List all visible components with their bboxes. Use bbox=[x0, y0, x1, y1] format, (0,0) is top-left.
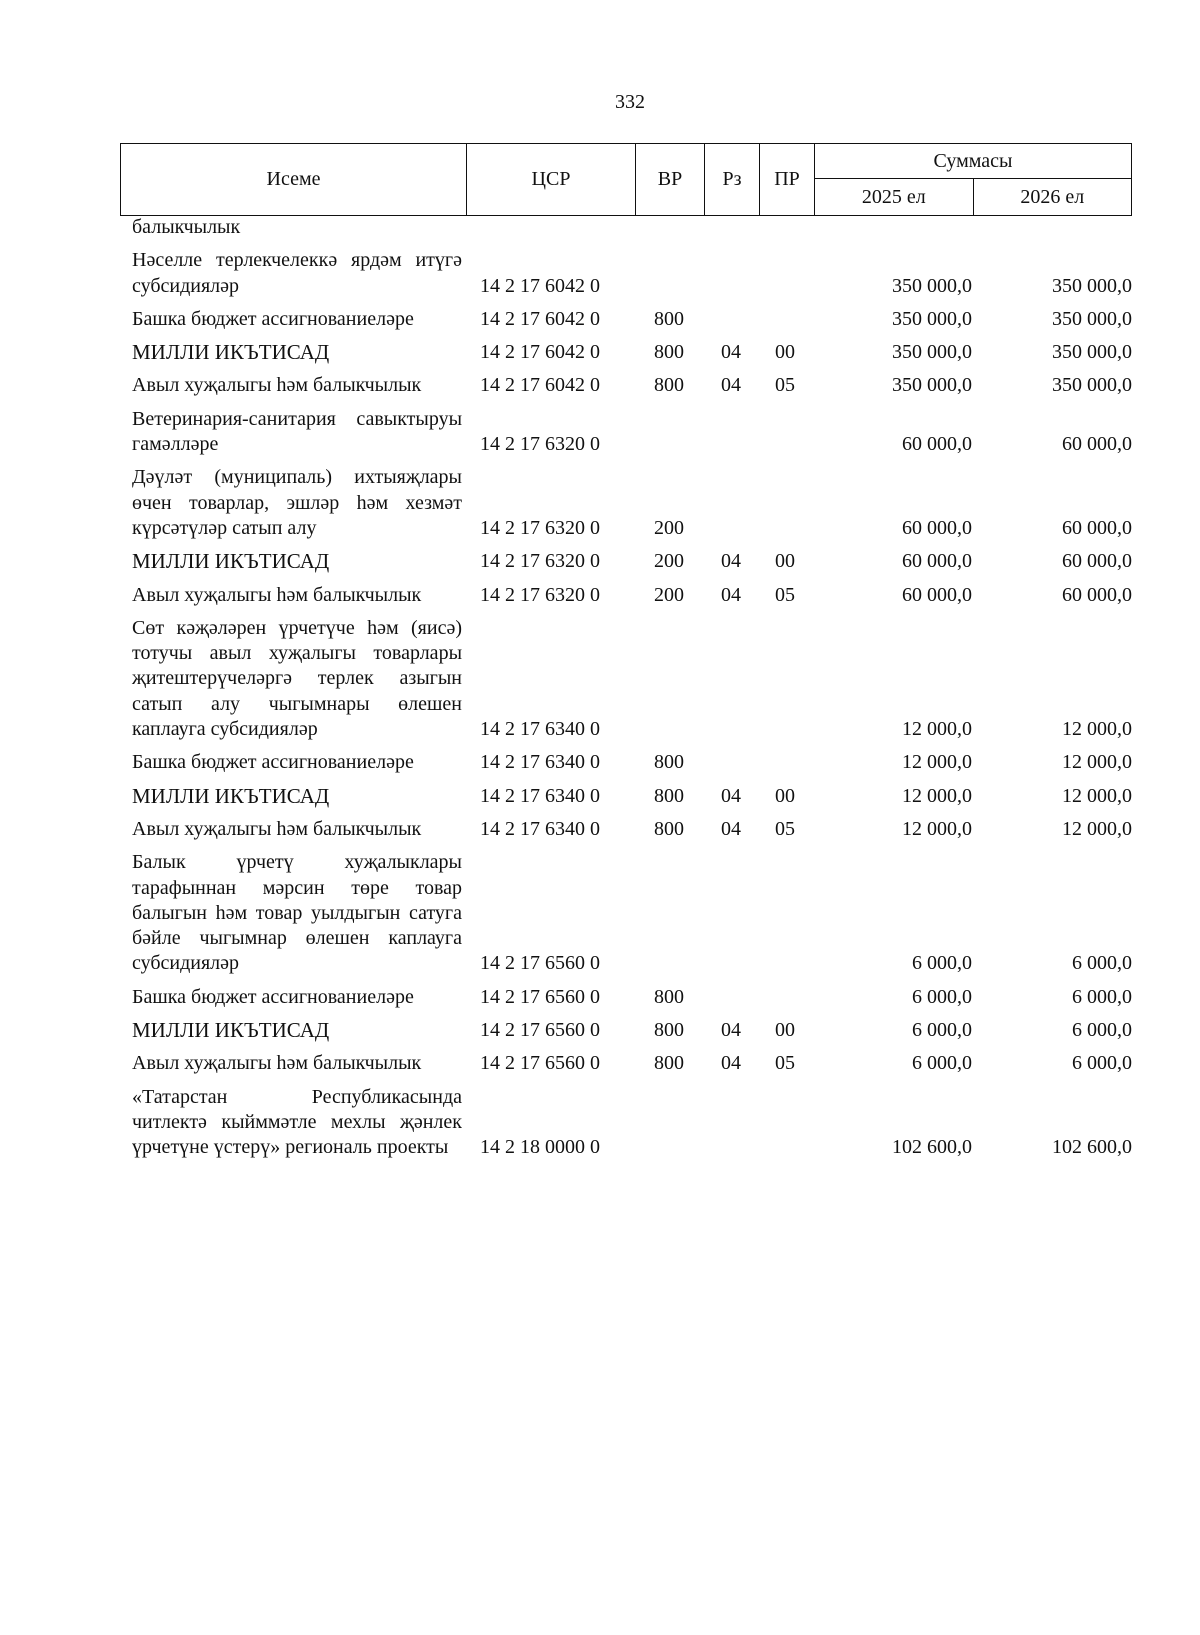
row-rz: 04 bbox=[721, 1019, 741, 1042]
row-name: балыкчылык bbox=[132, 216, 241, 238]
row-rz: 04 bbox=[721, 583, 741, 606]
row-sum-2026: 60 000,0 bbox=[1062, 516, 1132, 539]
row-sum-2025: 60 000,0 bbox=[902, 550, 972, 573]
table-row bbox=[120, 399, 1132, 458]
row-csr: 14 2 17 6560 0 bbox=[480, 985, 600, 1008]
row-name: МИЛЛИ ИКЪТИСАД bbox=[132, 549, 330, 574]
row-sum-2025: 60 000,0 bbox=[902, 583, 972, 606]
row-csr: 14 2 17 6560 0 bbox=[480, 1019, 600, 1042]
row-pr: 00 bbox=[775, 550, 795, 573]
row-sum-2025: 350 000,0 bbox=[892, 274, 972, 297]
header-vr: ВР bbox=[636, 144, 705, 216]
table-row bbox=[120, 365, 1132, 398]
row-sum-2026: 350 000,0 bbox=[1052, 341, 1132, 364]
row-name: Дәүләт (муниципаль) ихтыяҗлары өчен товарлар, эшләр һәм хезмәт күрсәтүләр сатып алу bbox=[132, 466, 462, 539]
row-sum-2025: 12 000,0 bbox=[902, 718, 972, 741]
row-name: Авыл хуҗалыгы һәм балыкчылык bbox=[132, 583, 422, 606]
table-row bbox=[120, 977, 1132, 1010]
table-row bbox=[120, 776, 1132, 809]
row-name: МИЛЛИ ИКЪТИСАД bbox=[132, 340, 330, 365]
row-name: МИЛЛИ ИКЪТИСАД bbox=[132, 1018, 330, 1043]
table-row bbox=[120, 608, 1132, 742]
row-name: Башка бюджет ассигнованиеләре bbox=[132, 985, 414, 1008]
header-year-2026: 2026 ел bbox=[973, 179, 1132, 216]
page-number: 332 bbox=[615, 91, 645, 113]
row-sum-2025: 12 000,0 bbox=[902, 784, 972, 807]
table-row bbox=[120, 457, 1132, 541]
row-name: МИЛЛИ ИКЪТИСАД bbox=[132, 783, 330, 808]
row-csr: 14 2 17 6042 0 bbox=[480, 341, 600, 364]
row-name: «Татарстан Республикасында читлектә кыйммәтле мехлы җәнлек үрчетүне үстерү» региональ проекты bbox=[132, 1085, 462, 1159]
row-sum-2025: 60 000,0 bbox=[902, 433, 972, 456]
row-csr: 14 2 17 6042 0 bbox=[480, 307, 600, 330]
row-sum-2026: 60 000,0 bbox=[1062, 550, 1132, 573]
row-sum-2025: 350 000,0 bbox=[892, 307, 972, 330]
row-name: Авыл хуҗалыгы һәм балыкчылык bbox=[132, 817, 422, 840]
header-csr: ЦСР bbox=[467, 144, 636, 216]
row-rz: 04 bbox=[721, 784, 741, 807]
row-sum-2026: 6 000,0 bbox=[1072, 1019, 1132, 1042]
table-row bbox=[120, 1043, 1132, 1076]
row-rz: 04 bbox=[721, 817, 741, 840]
row-name: Башка бюджет ассигнованиеләре bbox=[132, 751, 414, 774]
row-csr: 14 2 17 6320 0 bbox=[480, 550, 600, 573]
row-name: Нәселле терлекчелеккә ярдәм итүгә субсидияләр bbox=[132, 249, 462, 297]
row-csr: 14 2 17 6340 0 bbox=[480, 751, 600, 774]
row-name: Балык үрчетү хуҗалыклары тарафыннан мәрсин төре товар балыгын һәм товар уылдыгын сатуга бәйле чыгымнар өлешен каплауга субсидияләр bbox=[132, 851, 462, 975]
table-row bbox=[120, 332, 1132, 365]
row-csr: 14 2 17 6320 0 bbox=[480, 516, 600, 539]
table-row bbox=[120, 575, 1132, 608]
row-csr: 14 2 17 6340 0 bbox=[480, 718, 600, 741]
row-csr: 14 2 17 6042 0 bbox=[480, 274, 600, 297]
row-vr: 800 bbox=[654, 985, 684, 1008]
table-row bbox=[120, 215, 1132, 240]
row-name: Авыл хуҗалыгы һәм балыкчылык bbox=[132, 1052, 422, 1075]
row-sum-2025: 6 000,0 bbox=[912, 1019, 972, 1042]
table-row bbox=[120, 842, 1132, 976]
row-sum-2025: 6 000,0 bbox=[912, 952, 972, 975]
header-rz: Рз bbox=[705, 144, 760, 216]
row-csr: 14 2 17 6320 0 bbox=[480, 433, 600, 456]
row-pr: 00 bbox=[775, 1019, 795, 1042]
row-vr: 800 bbox=[654, 784, 684, 807]
row-csr: 14 2 17 6340 0 bbox=[480, 784, 600, 807]
row-rz: 04 bbox=[721, 374, 741, 397]
row-name: Ветеринария-санитария савыктыруы гамәлләре bbox=[132, 407, 462, 456]
row-pr: 05 bbox=[775, 583, 795, 606]
row-name: Авыл хуҗалыгы һәм балыкчылык bbox=[132, 374, 422, 397]
row-sum-2026: 60 000,0 bbox=[1062, 433, 1132, 456]
row-sum-2025: 12 000,0 bbox=[902, 817, 972, 840]
table-row bbox=[120, 1010, 1132, 1043]
row-sum-2026: 6 000,0 bbox=[1072, 985, 1132, 1008]
row-pr: 05 bbox=[775, 374, 795, 397]
row-pr: 00 bbox=[775, 341, 795, 364]
table-row bbox=[120, 742, 1132, 775]
row-pr: 05 bbox=[775, 817, 795, 840]
row-vr: 800 bbox=[654, 1019, 684, 1042]
header-pr: ПР bbox=[760, 144, 815, 216]
table-row bbox=[120, 240, 1132, 299]
row-csr: 14 2 17 6560 0 bbox=[480, 952, 600, 975]
table-header bbox=[120, 143, 1132, 216]
row-vr: 800 bbox=[654, 374, 684, 397]
row-sum-2026: 12 000,0 bbox=[1062, 817, 1132, 840]
row-sum-2026: 12 000,0 bbox=[1062, 784, 1132, 807]
row-vr: 800 bbox=[654, 307, 684, 330]
row-rz: 04 bbox=[721, 550, 741, 573]
row-rz: 04 bbox=[721, 1052, 741, 1075]
row-pr: 05 bbox=[775, 1052, 795, 1075]
row-csr: 14 2 17 6042 0 bbox=[480, 374, 600, 397]
row-sum-2025: 6 000,0 bbox=[912, 1052, 972, 1075]
row-sum-2026: 350 000,0 bbox=[1052, 374, 1132, 397]
row-sum-2025: 350 000,0 bbox=[892, 341, 972, 364]
row-sum-2026: 350 000,0 bbox=[1052, 307, 1132, 330]
row-vr: 200 bbox=[654, 550, 684, 573]
row-sum-2026: 6 000,0 bbox=[1072, 952, 1132, 975]
row-sum-2026: 12 000,0 bbox=[1062, 751, 1132, 774]
row-vr: 800 bbox=[654, 1052, 684, 1075]
row-vr: 800 bbox=[654, 751, 684, 774]
table-row bbox=[120, 541, 1132, 574]
row-csr: 14 2 18 0000 0 bbox=[480, 1136, 600, 1159]
row-sum-2025: 12 000,0 bbox=[902, 751, 972, 774]
row-csr: 14 2 17 6320 0 bbox=[480, 583, 600, 606]
row-vr: 200 bbox=[654, 516, 684, 539]
row-sum-2026: 102 600,0 bbox=[1052, 1136, 1132, 1159]
row-vr: 800 bbox=[654, 341, 684, 364]
header-name: Исеме bbox=[121, 144, 467, 216]
row-sum-2025: 102 600,0 bbox=[892, 1136, 972, 1159]
table-row bbox=[120, 809, 1132, 842]
row-csr: 14 2 17 6340 0 bbox=[480, 817, 600, 840]
row-sum-2026: 12 000,0 bbox=[1062, 718, 1132, 741]
row-name: Сөт кәҗәләрен үрчетүче һәм (яисә) тотучы авыл хуҗалыгы товарлары җитештерүчеләргә терлек азыгын сатып алу чыгымнары өлешен каплауга субсидияләр bbox=[132, 616, 462, 741]
header-sums: Суммасы bbox=[815, 144, 1132, 179]
row-sum-2025: 6 000,0 bbox=[912, 985, 972, 1008]
row-vr: 200 bbox=[654, 583, 684, 606]
row-sum-2026: 6 000,0 bbox=[1072, 1052, 1132, 1075]
table-row bbox=[120, 299, 1132, 332]
header-year-2025: 2025 ел bbox=[815, 179, 974, 216]
row-sum-2025: 60 000,0 bbox=[902, 516, 972, 539]
row-rz: 04 bbox=[721, 341, 741, 364]
row-csr: 14 2 17 6560 0 bbox=[480, 1052, 600, 1075]
table-row bbox=[120, 1077, 1132, 1161]
row-sum-2026: 60 000,0 bbox=[1062, 583, 1132, 606]
row-vr: 800 bbox=[654, 817, 684, 840]
table-body bbox=[120, 215, 1132, 1161]
row-sum-2026: 350 000,0 bbox=[1052, 274, 1132, 297]
row-name: Башка бюджет ассигнованиеләре bbox=[132, 307, 414, 330]
row-pr: 00 bbox=[775, 784, 795, 807]
row-sum-2025: 350 000,0 bbox=[892, 374, 972, 397]
